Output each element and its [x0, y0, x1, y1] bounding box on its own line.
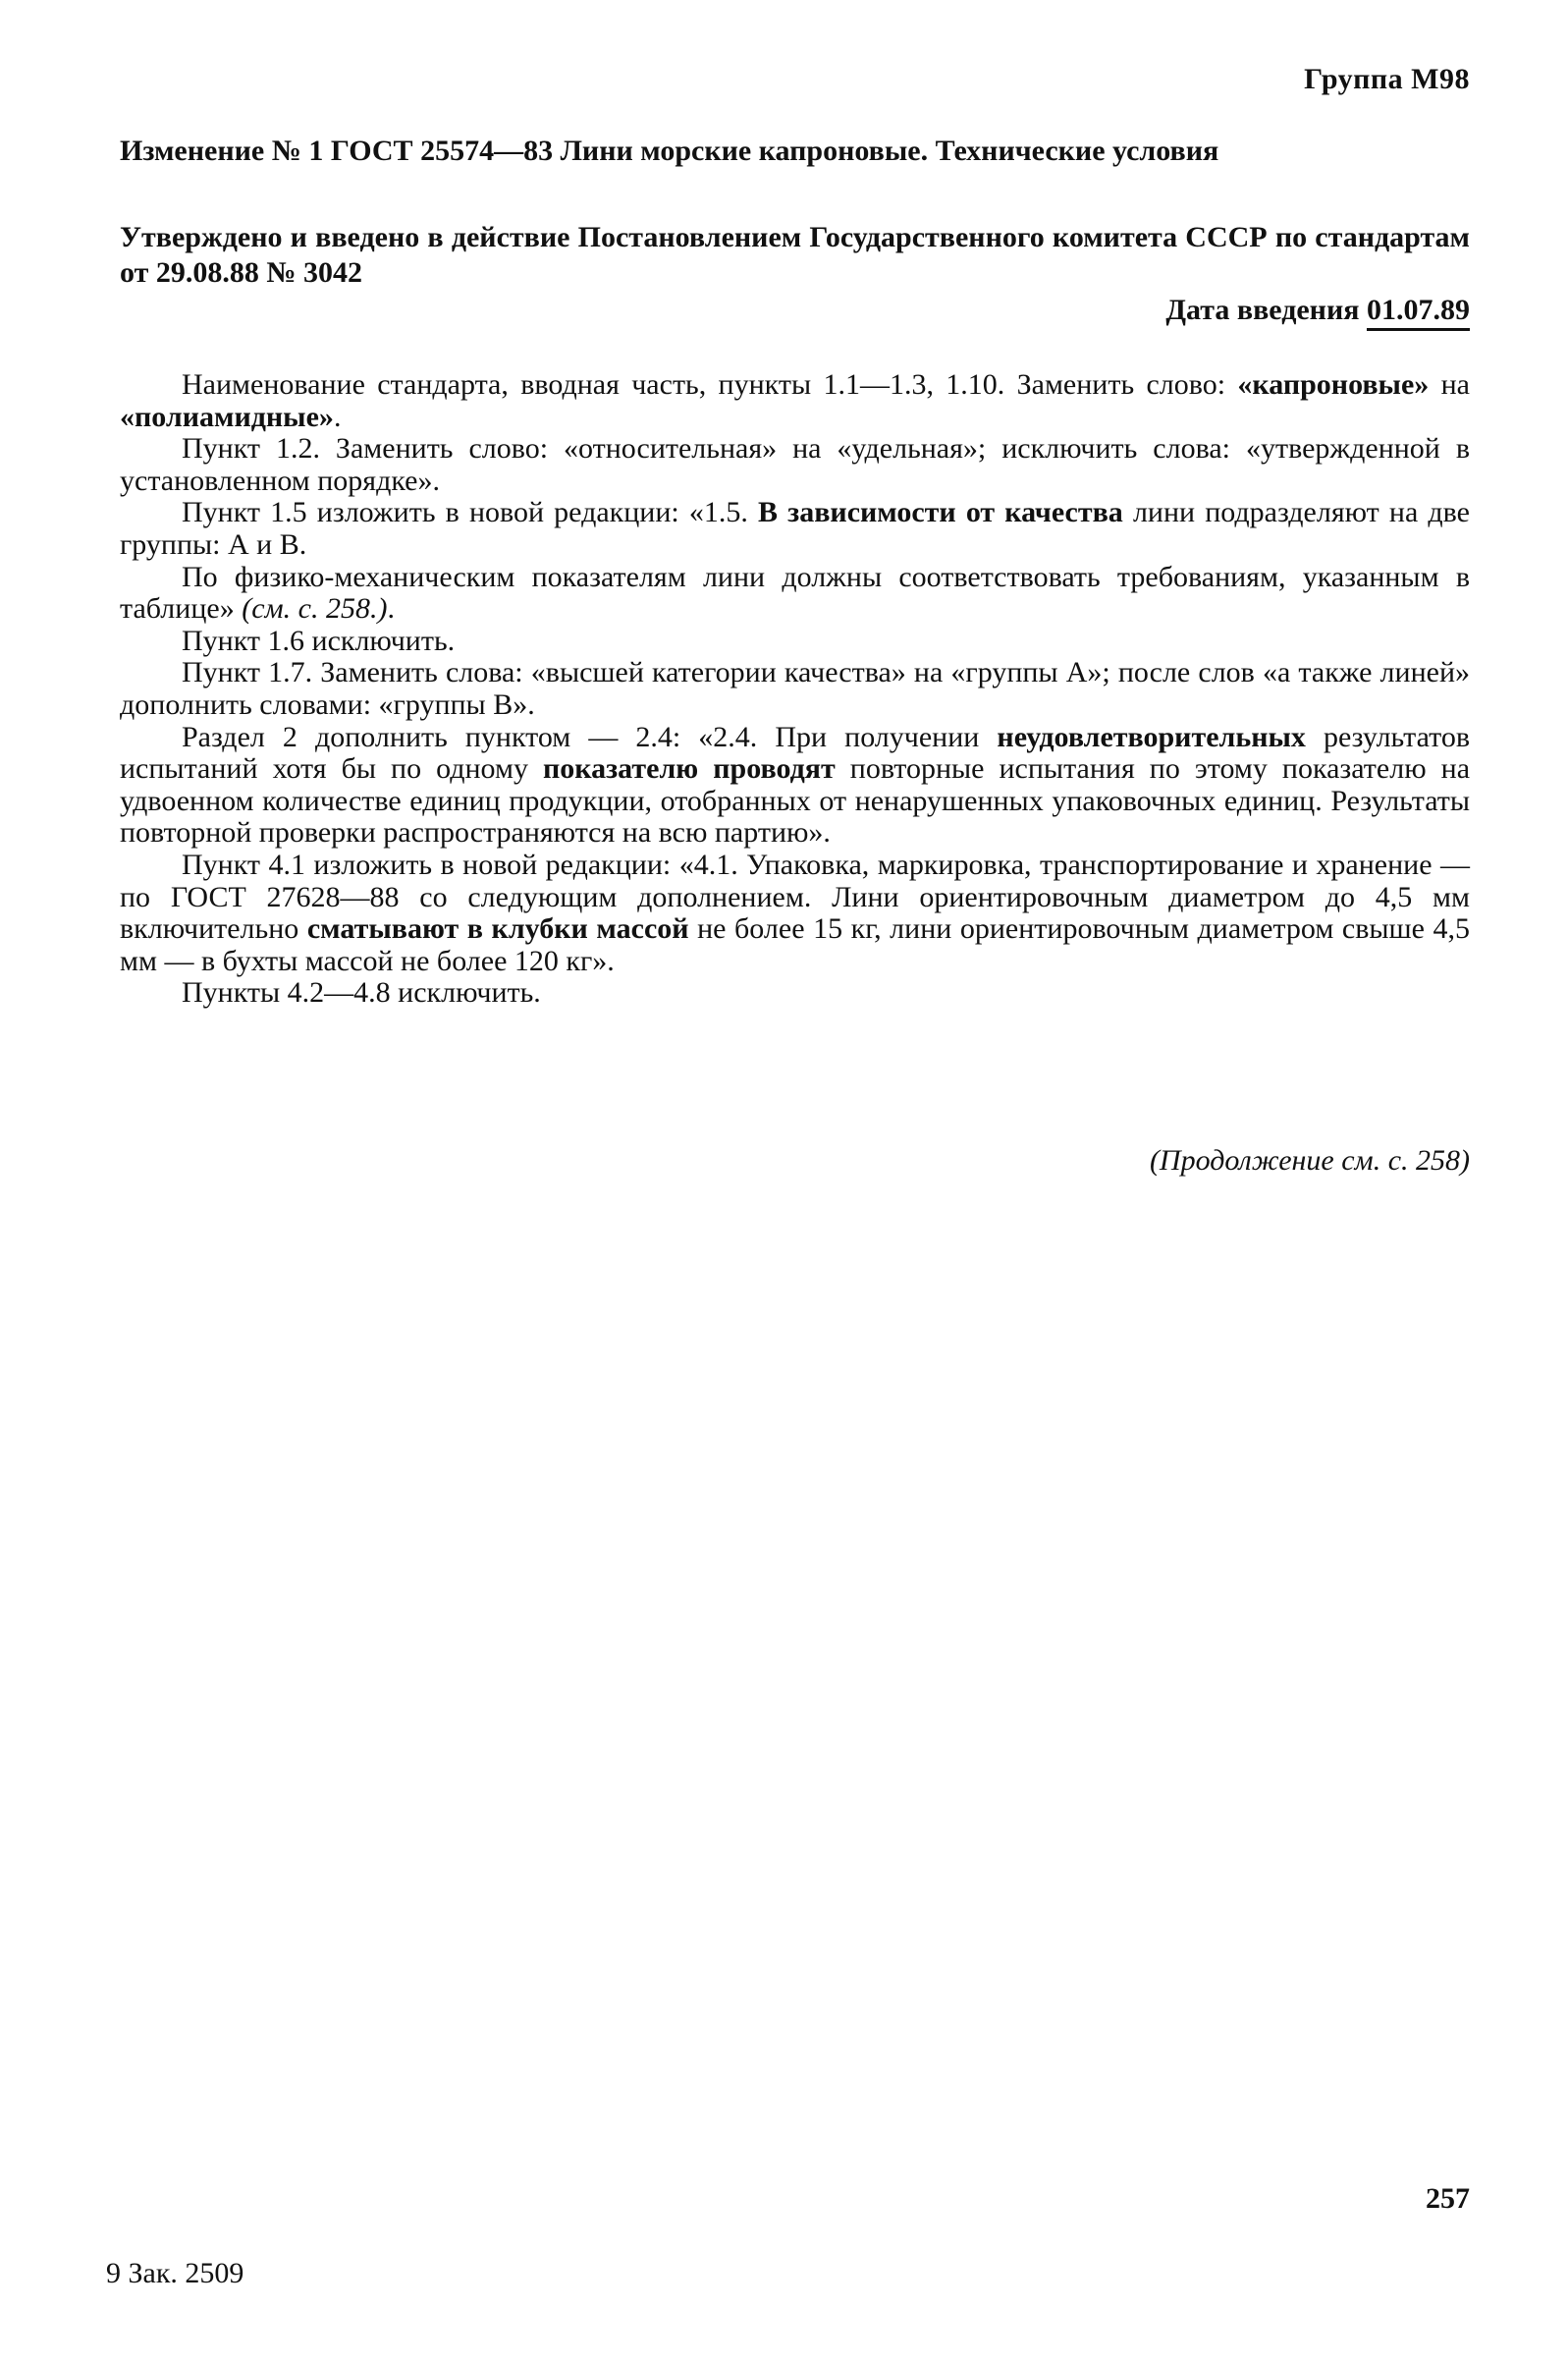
- paragraph-9: [120, 977, 1470, 1010]
- paragraph-1-text-e: .: [333, 400, 342, 433]
- paragraph-8-text-b: сматывают в клубки массой: [306, 912, 689, 946]
- paragraph-2: [120, 433, 1470, 497]
- paragraph-3-text-c: лини подразделяют на две группы: А и В.: [120, 496, 1470, 561]
- paragraph-5-text: Пункт 1.6 исключить.: [182, 624, 456, 657]
- paragraph-1-text-b: «капроновые»: [1237, 368, 1430, 401]
- paragraph-7: [120, 722, 1470, 850]
- continuation-note: (Продолжение см. с. 258): [1149, 1144, 1470, 1177]
- paragraph-4-text-c: .: [387, 592, 395, 626]
- paragraph-2-text: Пункт 1.2. Заменить слово: «относительная» на «удельная»; исключить слова: «утвержденной в установленном порядке».: [120, 432, 1470, 497]
- effective-date: [1165, 294, 1470, 327]
- paragraph-1-text-c: на: [1429, 368, 1470, 401]
- paragraph-3-text-a: Пункт 1.5 изложить в новой редакции: «1.5.: [182, 496, 759, 529]
- paragraph-7-text-b: неудовлетворительных: [997, 720, 1306, 753]
- approval-statement: Утверждено и введено в действие Постановлением Государственного комитета СССР по стандартам от 29.08.88 № 3042: [120, 221, 1470, 289]
- amendment-title: Изменение № 1 ГОСТ 25574—83 Лини морские капроновые. Технические условия: [120, 135, 1219, 167]
- paragraph-8: [120, 850, 1470, 977]
- paragraph-4-text-a: По физико-механическим показателям лини должны соответствовать требованиям, указанным в таблице»: [120, 560, 1470, 626]
- paragraph-8-text-c: не более 15 кг, лини ориентировочным диаметром свыше 4,5 мм — в бухты массой не более 120 кг».: [120, 912, 1470, 977]
- paragraph-4: [120, 562, 1470, 626]
- paragraph-7-text-a: Раздел 2 дополнить пунктом — 2.4: «2.4. При получении: [182, 720, 998, 753]
- paragraph-7-text-c: результатов испытаний хотя бы по одному: [120, 720, 1470, 786]
- paragraph-3: [120, 497, 1470, 561]
- print-order-number: 9 Зак. 2509: [106, 2257, 244, 2289]
- paragraph-3-text-b: В зависимости от качества: [758, 496, 1123, 529]
- amendment-body: [120, 369, 1470, 1010]
- paragraph-1-text-d: «полиамидные»: [120, 400, 334, 433]
- effective-date-value: 01.07.89: [1367, 294, 1470, 331]
- paragraph-8-text-a: Пункт 4.1 изложить в новой редакции: «4.1. Упаковка, маркировка, транспортирование и хранение — по ГОСТ 27628—88 со следующим дополнением. Лини ориентировочным диаметром до 4,5 мм включительно: [120, 848, 1470, 946]
- paragraph-6: [120, 657, 1470, 721]
- paragraph-7-text-e: повторные испытания по этому показателю на удвоенном количестве единиц продукции, отобранных от ненарушенных упаковочных единиц. Результаты повторной проверки распространяются на всю партию».: [120, 752, 1471, 850]
- paragraph-1: [120, 369, 1470, 433]
- paragraph-5: [120, 626, 1470, 658]
- paragraph-6-text: Пункт 1.7. Заменить слова: «высшей категории качества» на «группы А»; после слов «а также линей» дополнить словами: «группы В».: [120, 656, 1470, 721]
- effective-date-label: Дата введения: [1165, 294, 1367, 326]
- paragraph-9-text: Пункты 4.2—4.8 исключить.: [182, 976, 541, 1010]
- paragraph-4-text-b: (см. с. 258.): [242, 592, 388, 626]
- paragraph-1-text-a: Наименование стандарта, вводная часть, пункты 1.1—1.3, 1.10. Заменить слово:: [182, 368, 1238, 401]
- page-number: 257: [1426, 2182, 1470, 2215]
- paragraph-7-text-d: показателю проводят: [543, 752, 836, 786]
- group-code: Группа М98: [1304, 63, 1470, 95]
